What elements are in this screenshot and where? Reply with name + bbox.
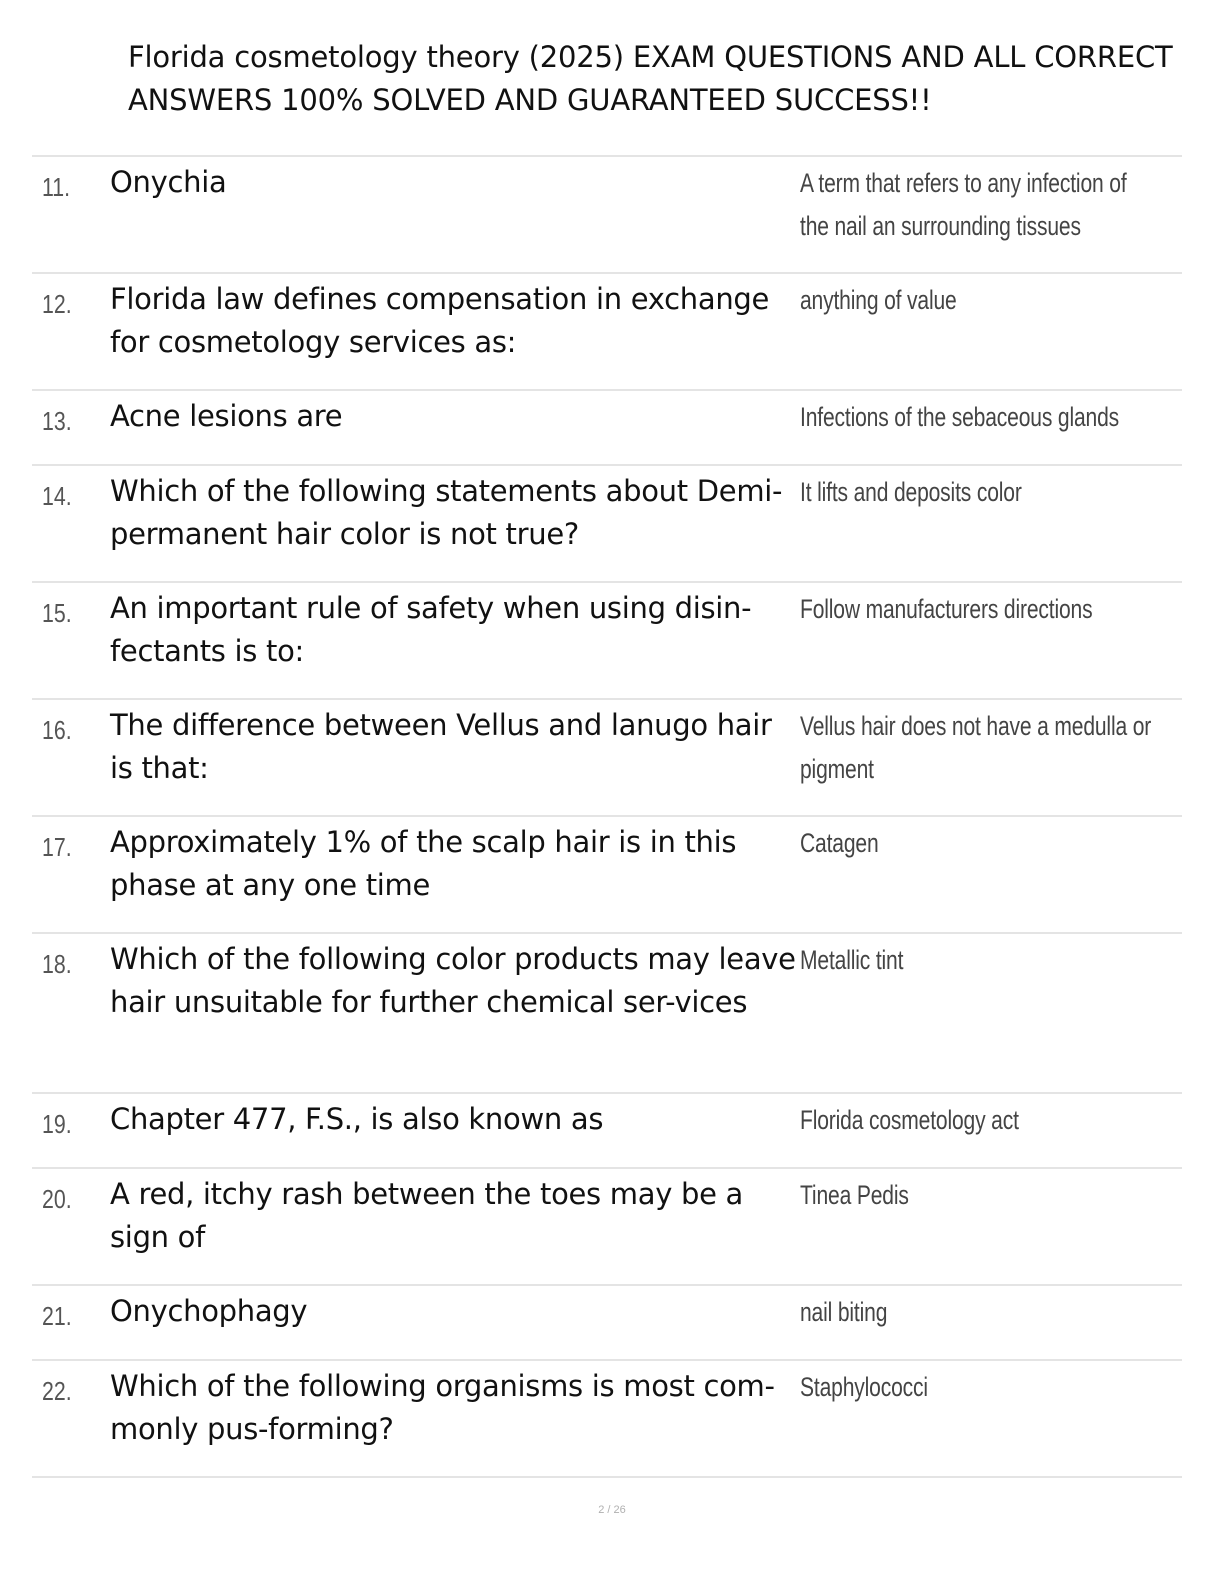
answer-text: nail biting (800, 1297, 888, 1327)
qa-row (32, 700, 1182, 817)
answer-text: Tinea Pedis (800, 1180, 909, 1210)
question-number: 18. (42, 949, 72, 979)
question-answer-list (32, 155, 1182, 1478)
question-number: 12. (42, 289, 72, 319)
question-text: Onychophagy (110, 1294, 308, 1328)
answer-text: Vellus hair does not have a medulla or pigment (800, 711, 1152, 784)
answer-text: Infections of the sebaceous glands (800, 402, 1120, 432)
question-text: Which of the following statements about Demi-permanent hair color is not true? (110, 474, 783, 551)
qa-row (32, 1286, 1182, 1361)
qa-row (32, 934, 1182, 1094)
question-text: Onychia (110, 165, 227, 199)
answer-text: anything of value (800, 285, 957, 315)
question-number: 21. (42, 1301, 72, 1331)
page-indicator: 2 / 26 (598, 1504, 626, 1516)
question-number: 22. (42, 1376, 72, 1406)
qa-row (32, 1361, 1182, 1478)
question-text: Chapter 477, F.S., is also known as (110, 1102, 604, 1136)
answer-text: Catagen (800, 828, 879, 858)
question-number: 11. (42, 172, 71, 202)
question-text: The difference between Vellus and lanugo hair is that: (110, 708, 772, 785)
qa-row (32, 391, 1182, 466)
question-text: A red, itchy rash between the toes may be a sign of (110, 1177, 744, 1254)
answer-text: Florida cosmetology act (800, 1105, 1019, 1135)
question-number: 17. (42, 832, 72, 862)
question-text: Which of the following color products may leave hair unsuitable for further chemical ser-vices (110, 942, 796, 1019)
question-text: Acne lesions are (110, 399, 343, 433)
question-text: An important rule of safety when using disin-fectants is to: (110, 591, 752, 668)
answer-text: It lifts and deposits color (800, 477, 1022, 507)
answer-text: Staphylococci (800, 1372, 928, 1402)
question-number: 13. (42, 406, 72, 436)
qa-row (32, 1169, 1182, 1286)
question-text: Approximately 1% of the scalp hair is in this phase at any one time (110, 825, 737, 902)
question-text: Florida law defines compensation in exchange for cosmetology services as: (110, 282, 770, 359)
answer-text: A term that refers to any infection of the nail an surrounding tissues (800, 168, 1127, 241)
question-number: 20. (42, 1184, 72, 1214)
qa-row (32, 1094, 1182, 1169)
question-text: Which of the following organisms is most com-monly pus-forming? (110, 1369, 775, 1446)
question-number: 19. (42, 1109, 72, 1139)
qa-row (32, 157, 1182, 274)
qa-row (32, 466, 1182, 583)
qa-row (32, 274, 1182, 391)
qa-row (32, 583, 1182, 700)
question-number: 14. (42, 481, 72, 511)
document-title: Florida cosmetology theory (2025) EXAM QUESTIONS AND ALL CORRECT ANSWERS 100% SOLVED AND GUARANTEED SUCCESS!! (128, 40, 1173, 117)
question-number: 16. (42, 715, 72, 745)
qa-row (32, 817, 1182, 934)
question-number: 15. (42, 598, 72, 628)
answer-text: Follow manufacturers directions (800, 594, 1093, 624)
answer-text: Metallic tint (800, 945, 904, 975)
